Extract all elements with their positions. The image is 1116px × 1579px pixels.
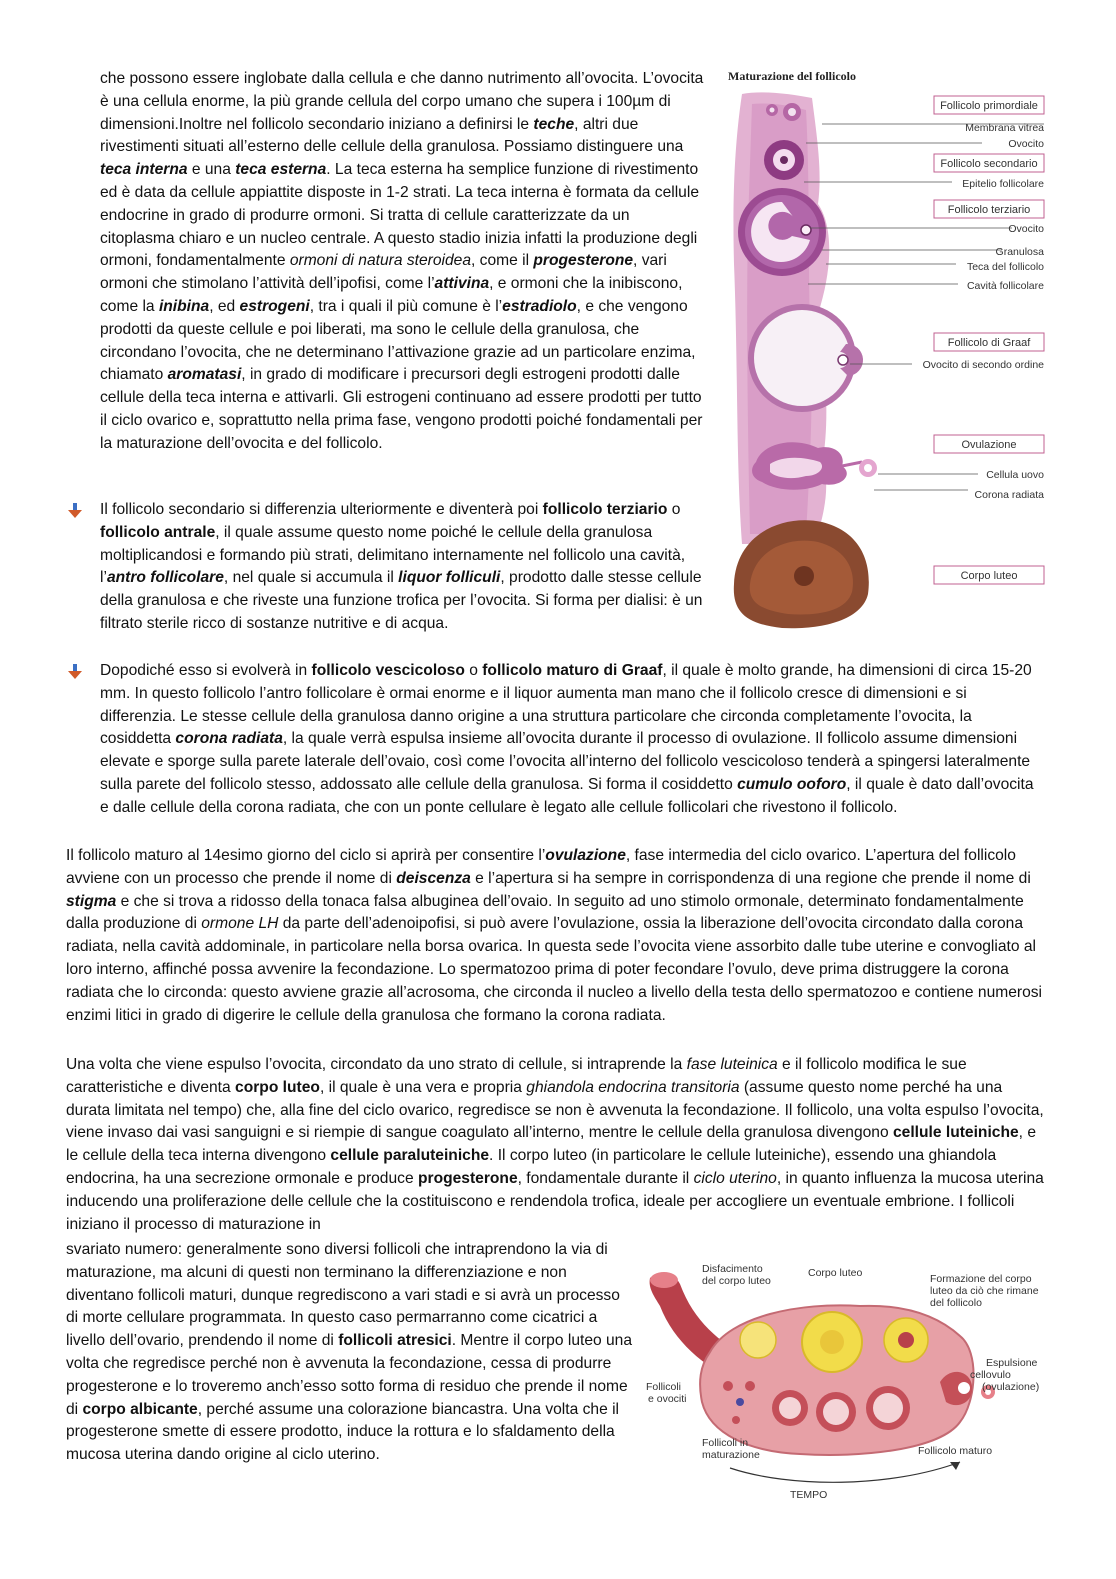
text-run: , ed [209, 297, 240, 315]
label-follicolo-graaf: Follicolo di Graaf [947, 337, 1031, 349]
text-run: inibina [158, 297, 210, 315]
text-run: , altri due rivestimenti situati all’esterno delle cellule della granulosa. Possiamo distinguere una [100, 115, 684, 156]
follicolo-terziario-shape [738, 188, 826, 276]
text-run: estrogeni [239, 297, 310, 315]
text-run: , fase intermedia del ciclo ovarico. L’apertura del follicolo avviene con un processo che prende il nome di [66, 847, 1016, 887]
tempo-arrow [730, 1462, 960, 1482]
text-run: , fondamentale durante il [517, 1169, 694, 1187]
text-run: , il quale è molto grande, ha dimensioni di circa 15-20 mm. In questo follicolo l’antro follicolare è ormai enorme e il liquor aumenta man mano che il follicolo cresce di dimensioni e si differenzia. Le stesse cellule della granulosa danno origine a una struttura particolare che circonda completamente l’ovocita, la cosiddetta [100, 662, 1032, 748]
text-run: follicolo antrale [100, 523, 216, 541]
text-run: liquor folliculi [398, 569, 501, 587]
bullet-arrow-icon [68, 503, 82, 519]
corpo-luteo-fig2 [802, 1312, 862, 1372]
text-run: fase luteinica [686, 1056, 778, 1073]
label-formazione-1: Formazione del corpo [930, 1273, 1032, 1285]
text-run: Inoltre nel follicolo secondario iniziano a definirsi le [178, 115, 534, 133]
text-run: attivina [434, 275, 490, 293]
text-run: stigma [66, 892, 117, 910]
label-follicoli-1: Follicoli [646, 1381, 682, 1393]
text-run: , il quale è una vera e propria [319, 1078, 527, 1096]
text-run: ovulazione [545, 847, 626, 864]
text-run: ghiandola endocrina transitoria [526, 1078, 740, 1096]
text-run: che possono essere inglobate dalla cellula e che danno nutrimento all’ovocita. L’ovocita è una cellula enorme, la più grande cellula del corpo umano che supera i 100µm di dimensioni. [100, 70, 704, 133]
paragraph-corpo-luteo [66, 1054, 1048, 1236]
label-follicoli-2: e ovociti [648, 1393, 687, 1405]
bullet-follicolo-graaf [100, 660, 1046, 820]
label-follicolo-terziario: Follicolo terziario [947, 204, 1031, 216]
label-tempo: TEMPO [790, 1489, 828, 1501]
text-run: corpo albicante [82, 1400, 198, 1418]
follicolo-graaf-shape [748, 304, 863, 412]
label-formazione-3: del follicolo [930, 1297, 982, 1309]
text-run: Il follicolo maturo al 14esimo giorno del ciclo si aprirà per consentire l’ [66, 847, 546, 864]
text-run: Il follicolo secondario si differenzia ulteriormente e diventerà poi [100, 501, 543, 518]
label-ovocito-secondo-ordine: Ovocito di secondo ordine [922, 359, 1044, 371]
text-run: e una [187, 161, 236, 179]
text-run: Una volta che viene espulso l’ovocita, circondato da uno strato di cellule, si intraprende la [66, 1056, 687, 1073]
text-run: , nel quale si accumula il [223, 569, 399, 587]
text-run: teca interna [100, 161, 188, 179]
text-run: antro follicolare [106, 569, 224, 587]
label-corpo-luteo-fig2: Corpo luteo [808, 1267, 863, 1279]
bullet-text [100, 660, 1046, 820]
text-run: , e che vengono prodotti da queste cellule e poi liberati, ma sono le cellule della granulosa, che circondano l’ovocita, che ne determinano l’attivazione grazie ad un particolare enzima, chiamato [100, 297, 696, 384]
label-ovocito-1: Ovocito [1008, 138, 1044, 150]
text-run: o [464, 662, 483, 679]
corpo-luteo-disfacimento [740, 1322, 776, 1358]
follicoli-maturazione-shape [772, 1386, 910, 1432]
text-run: , in grado di modificare i precursori degli estrogeni prodotti dalle cellule della teca interna e attivarli. Gli estrogeni continuano ad essere prodotti per tutto il ciclo ovarico e, soprattutto nella prima fase, vengono prodotti poiché fondamentali per la maturazione dell’ovocita e del follicolo. [100, 366, 703, 452]
text-run: o [667, 501, 681, 518]
label-epitelio-follicolare: Epitelio follicolare [962, 178, 1044, 190]
text-run: , perché assume una colorazione biancastra. Una volta che il progesterone smette di essere prodotto, induce la rottura e lo sfaldamento della mucosa uterina dando origine al ciclo uterino. [66, 1400, 620, 1464]
text-run: . Il corpo luteo (in particolare le cellule luteiniche), essendo una ghiandola endocrina, ha una secrezione ormonale e produce [66, 1147, 997, 1187]
label-follicolo-primordiale: Follicolo primordiale [940, 100, 1038, 112]
text-run: corona radiata [175, 730, 283, 748]
label-follicoli-maturazione-2: maturazione [702, 1449, 760, 1461]
text-run: . La teca esterna ha semplice funzione di rivestimento ed è data da cellule appiattite disposte in 1-2 strati. La teca interna è formata da cellule endocrine in grado di produrre ormoni. Si tratta di cellule caratterizzate da un citoplasma chiaro e un nucleo centrale. A questo stadio inizia infatti la produzione degli ormoni, fondamentalmente [100, 161, 699, 270]
label-corona-radiata: Corona radiata [974, 489, 1044, 501]
text-run: follicolo maturo di Graaf [482, 662, 663, 679]
text-run: ormoni di natura steroidea [289, 252, 471, 270]
text-run: cumulo ooforo [737, 775, 847, 793]
label-cellula-uovo: Cellula uovo [986, 469, 1044, 481]
text-run: e l’apertura si ha sempre in corrispondenza di una regione che prende il nome di [470, 869, 1031, 887]
text-run: , prodotto dalle stesse cellule della granulosa e che riveste una funzione trofica per l’ovocita. Si forma per dialisi: è un filtrato sterile ricco di sostanze nutritive e di acqua. [100, 569, 703, 632]
text-run: , il quale assume questo nome poiché le cellule della granulosa moltiplicandosi e formando più strati, delimitano internamente nel follicolo una cavità, l’ [100, 523, 686, 587]
label-membrana-vitrea: Membrana vitrea [965, 122, 1044, 134]
label-granulosa: Granulosa [995, 246, 1044, 258]
text-run: svariato numero: generalmente sono diversi follicoli che intraprendono la via di maturazione, ma alcuni di questi non terminano la differenziazione e non diventano follicoli maturi, dunque regrediscono a vari stadi e si avrà un processo di morte cellulare programmata. In questo caso permarranno come cicatrici a livello dell’ovario, prendendo il nome di [66, 1241, 620, 1350]
label-ovulazione: Ovulazione [961, 439, 1017, 451]
text-run: progesterone [533, 252, 634, 270]
text-run: ormone LH [201, 915, 279, 933]
text-run: da parte dell’adenoipofisi, si può avere l’ovulazione, ossia la liberazione dell’ovocita circondato dalla corona radiata, nella cavità addominale, in particolare nella borsa ovarica. In questa sede l’ovocita viene assorbito dalle tube uterine e convogliato al loro interno, affinché possa avvenire la fecondazione. Lo spermatozoo prima di poter fecondare l’ovulo, deve prima distruggere la corona radiata che lo circonda: questo avviene grazie all’acrosoma, che circonda il nucleo a livello della testa dello spermatozoo e contiene numerosi enzimi litici in grado di digerire le cellule della granulosa che formano la corona radiata. [66, 915, 1043, 1024]
text-run: deiscenza [396, 869, 471, 887]
text-run: follicoli atresici [338, 1332, 452, 1350]
label-corpo-luteo: Corpo luteo [960, 570, 1018, 582]
text-run: (assume questo nome perché ha una durata limitata nel tempo) che, alla fine del ciclo ovarico, regredisce se non è avvenuta la fecondazione. Il follicolo, una volta espulso l’ovocita, viene invaso dai vasi sanguigni e si riempie di sangue coagulato all’interno, mentre le cellule della granulosa divengono [66, 1078, 1044, 1142]
bullet-text [100, 499, 706, 636]
corpo-luteo-formazione [884, 1318, 928, 1362]
label-espulsione-3: (ovulazione) [982, 1381, 1040, 1393]
label-espulsione-1: Espulsione [986, 1357, 1038, 1369]
label-disfacimento-2: del corpo luteo [702, 1275, 771, 1287]
bullet-follicolo-terziario [100, 499, 706, 636]
label-formazione-2: luteo da ciò che rimane [930, 1285, 1039, 1297]
text-run: , il quale è dato dall’ovocita e dalle cellule della corona radiata, che con un ponte cellulare è legato alle cellule follicolari che rivestono il follicolo. [100, 775, 1034, 816]
text-run: corpo luteo [235, 1078, 320, 1096]
label-ovocito-2: Ovocito [1008, 223, 1044, 235]
paragraph-ovulazione [66, 845, 1048, 1027]
figure-title: Maturazione del follicolo [728, 69, 856, 83]
text-run: Dopodiché esso si evolverà in [100, 662, 312, 679]
paragraph-teche [100, 68, 706, 456]
tuba-apertura [650, 1272, 678, 1288]
text-run: aromatasi [167, 366, 242, 384]
ovulazione-shape [752, 442, 877, 489]
text-run: , come il [471, 252, 534, 270]
text-run: , e ormoni che la inibiscono, come la [100, 275, 683, 315]
text-run: ciclo uterino [693, 1169, 777, 1187]
label-teca-follicolo: Teca del follicolo [966, 261, 1044, 273]
text-run: . Mentre il corpo luteo una volta che regredisce perché non è avvenuta la fecondazione, cessa di produrre progesterone e lo troveremo anch’esso sotto forma di residuo che prende il nome di [66, 1332, 633, 1418]
text-run: , tra i quali il più comune è l’ [309, 297, 503, 315]
label-follicolo-maturo: Follicolo maturo [918, 1445, 993, 1457]
label-cavita-follicolare: Cavità follicolare [966, 280, 1044, 292]
bullet-arrow-icon [68, 664, 82, 680]
label-espulsione-2: cellovulo [970, 1369, 1011, 1381]
text-run: , vari ormoni che stimolano l’attività dell’ipofisi, come l’ [100, 252, 667, 293]
paragraph-follicoli-atresici [66, 1239, 632, 1467]
text-run: estradiolo [502, 297, 577, 315]
tempo-arrow-head-icon [950, 1462, 960, 1470]
label-follicoli-maturazione-1: Follicoli in [702, 1437, 749, 1449]
text-run: progesterone [417, 1169, 518, 1187]
text-run: cellule luteiniche [893, 1124, 1019, 1142]
text-run: , e le cellule della teca interna divengono [66, 1124, 1036, 1165]
label-follicolo-secondario: Follicolo secondario [940, 158, 1038, 170]
text-run: e il follicolo modifica le sue caratteristiche e diventa [66, 1056, 967, 1096]
text-run: , in quanto influenza la mucosa uterina inducendo una proliferazione delle cellule che la costituiscono e rendendola trofica, ideale per accogliere un eventuale embrione. I follicoli iniziano il processo di maturazione in [66, 1169, 1044, 1233]
text-run: teca esterna [235, 161, 327, 179]
text-run: follicolo vescicoloso [311, 662, 465, 679]
text-run: follicolo terziario [542, 501, 668, 518]
text-run: cellule paraluteiniche [330, 1147, 490, 1165]
text-run: , la quale verrà espulsa insieme all’ovocita durante il processo di ovulazione. Il follicolo assume dimensioni elevate e sporge sulla parete laterale dell’ovaio, così come l’ovocita all’interno del follicolo vescicoloso tenderà a spingersi lateralmente sulla parete del follicolo stesso, addossato alle cellule della granulosa. Si forma il cosiddetto [100, 730, 1031, 793]
text-run: e che si trova a ridosso della tonaca falsa albuginea dell’ovaio. In seguito ad uno stimolo ormonale, determinato fondamentalmente dalla produzione di [66, 892, 1024, 933]
text-run: teche [533, 115, 575, 133]
label-disfacimento-1: Disfacimento [702, 1263, 763, 1275]
follicolo-secondario-shape [764, 140, 804, 180]
figure-ciclo-ovarico [640, 1262, 1048, 1502]
figure-maturazione-follicolo [722, 64, 1058, 630]
